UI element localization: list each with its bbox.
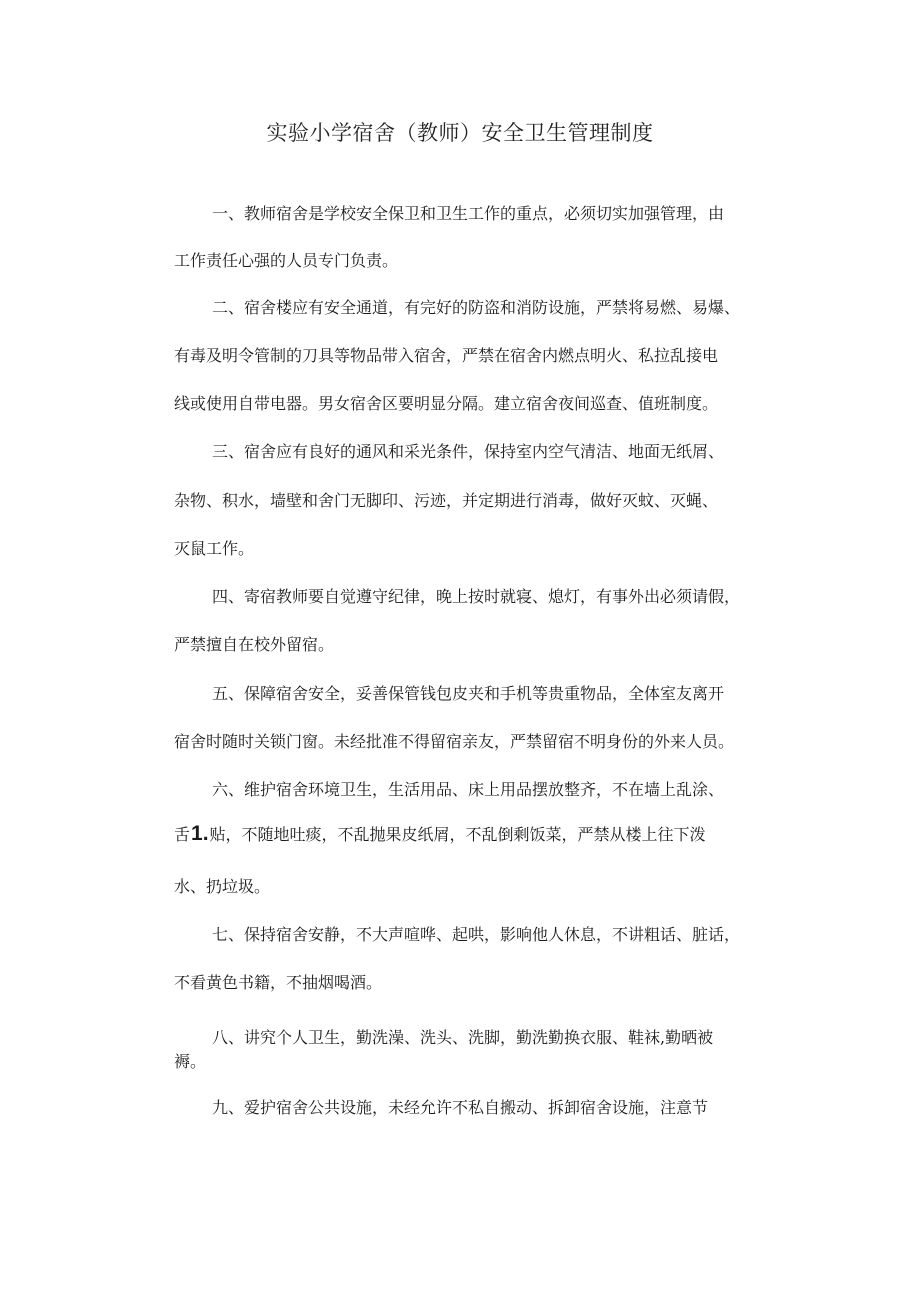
- paragraph-5-line-1: 五、保障宿舍安全，妥善保管钱包皮夹和手机等贵重物品，全体室友离开: [212, 684, 725, 703]
- paragraph-7-line-1: 七、保持宿舍安静，不大声喧哗、起哄，影响他人休息，不讲粗话、脏话，: [212, 925, 741, 944]
- list-number: 1.: [191, 822, 209, 845]
- paragraph-9-line-1: 九、爱护宿舍公共设施，未经允许不私自搬动、拆卸宿舍设施，注意节: [212, 1098, 709, 1117]
- paragraph-3-line-3: 灭鼠工作。: [174, 539, 255, 558]
- paragraph-1-line-2: 工作责任心强的人员专门负责。: [174, 251, 399, 270]
- paragraph-4-line-1: 四、寄宿教师要自觉遵守纪律，晚上按时就寝、熄灯，有事外出必须请假，: [212, 587, 741, 606]
- paragraph-6-line-1: 六、维护宿舍环境卫生，生活用品、床上用品摆放整齐，不在墙上乱涂、: [212, 780, 725, 799]
- paragraph-2-line-2: 有毒及明令管制的刀具等物品带入宿舍，严禁在宿舍内燃点明火、私拉乱接电: [174, 346, 719, 365]
- paragraph-8-line-2: 褥。: [174, 1052, 207, 1071]
- paragraph-2-line-3: 线或使用自带电器。男女宿舍区要明显分隔。建立宿舍夜间巡查、值班制度。: [174, 394, 719, 413]
- paragraph-5-line-2: 宿舍时随时关锁门窗。未经批准不得留宿亲友，严禁留宿不明身份的外来人员。: [174, 732, 735, 751]
- paragraph-8-line-1: 八、讲究个人卫生，勤洗澡、洗头、洗脚，勤洗勤换衣服、鞋袜,勤晒被: [212, 1028, 714, 1047]
- paragraph-4-line-2: 严禁擅自在校外留宿。: [174, 635, 335, 654]
- paragraph-6-line-2-start: 舌: [174, 825, 191, 844]
- paragraph-1-line-1: 一、教师宿舍是学校安全保卫和卫生工作的重点，必须切实加强管理，由: [212, 204, 725, 223]
- paragraph-7-line-2: 不看黄色书籍，不抽烟喝酒。: [174, 973, 383, 992]
- paragraph-3-line-2: 杂物、积水，墙壁和舍门无脚印、污迹，并定期进行消毒，做好灭蚊、灭蝇、: [174, 491, 719, 510]
- paragraph-6-line-2-rest: 贴，不随地吐痰，不乱抛果皮纸屑，不乱倒剩饭菜，严禁从楼上往下泼: [209, 825, 706, 844]
- page-title: 实验小学宿舍（教师）安全卫生管理制度: [266, 121, 654, 145]
- paragraph-2-line-1: 二、宿舍楼应有安全通道，有完好的防盗和消防设施，严禁将易燃、易爆、: [212, 298, 741, 317]
- paragraph-3-line-1: 三、宿舍应有良好的通风和采光条件，保持室内空气清洁、地面无纸屑、: [212, 442, 725, 461]
- paragraph-6-line-2: [174, 822, 706, 846]
- paragraph-6-line-3: 水、扔垃圾。: [174, 877, 271, 896]
